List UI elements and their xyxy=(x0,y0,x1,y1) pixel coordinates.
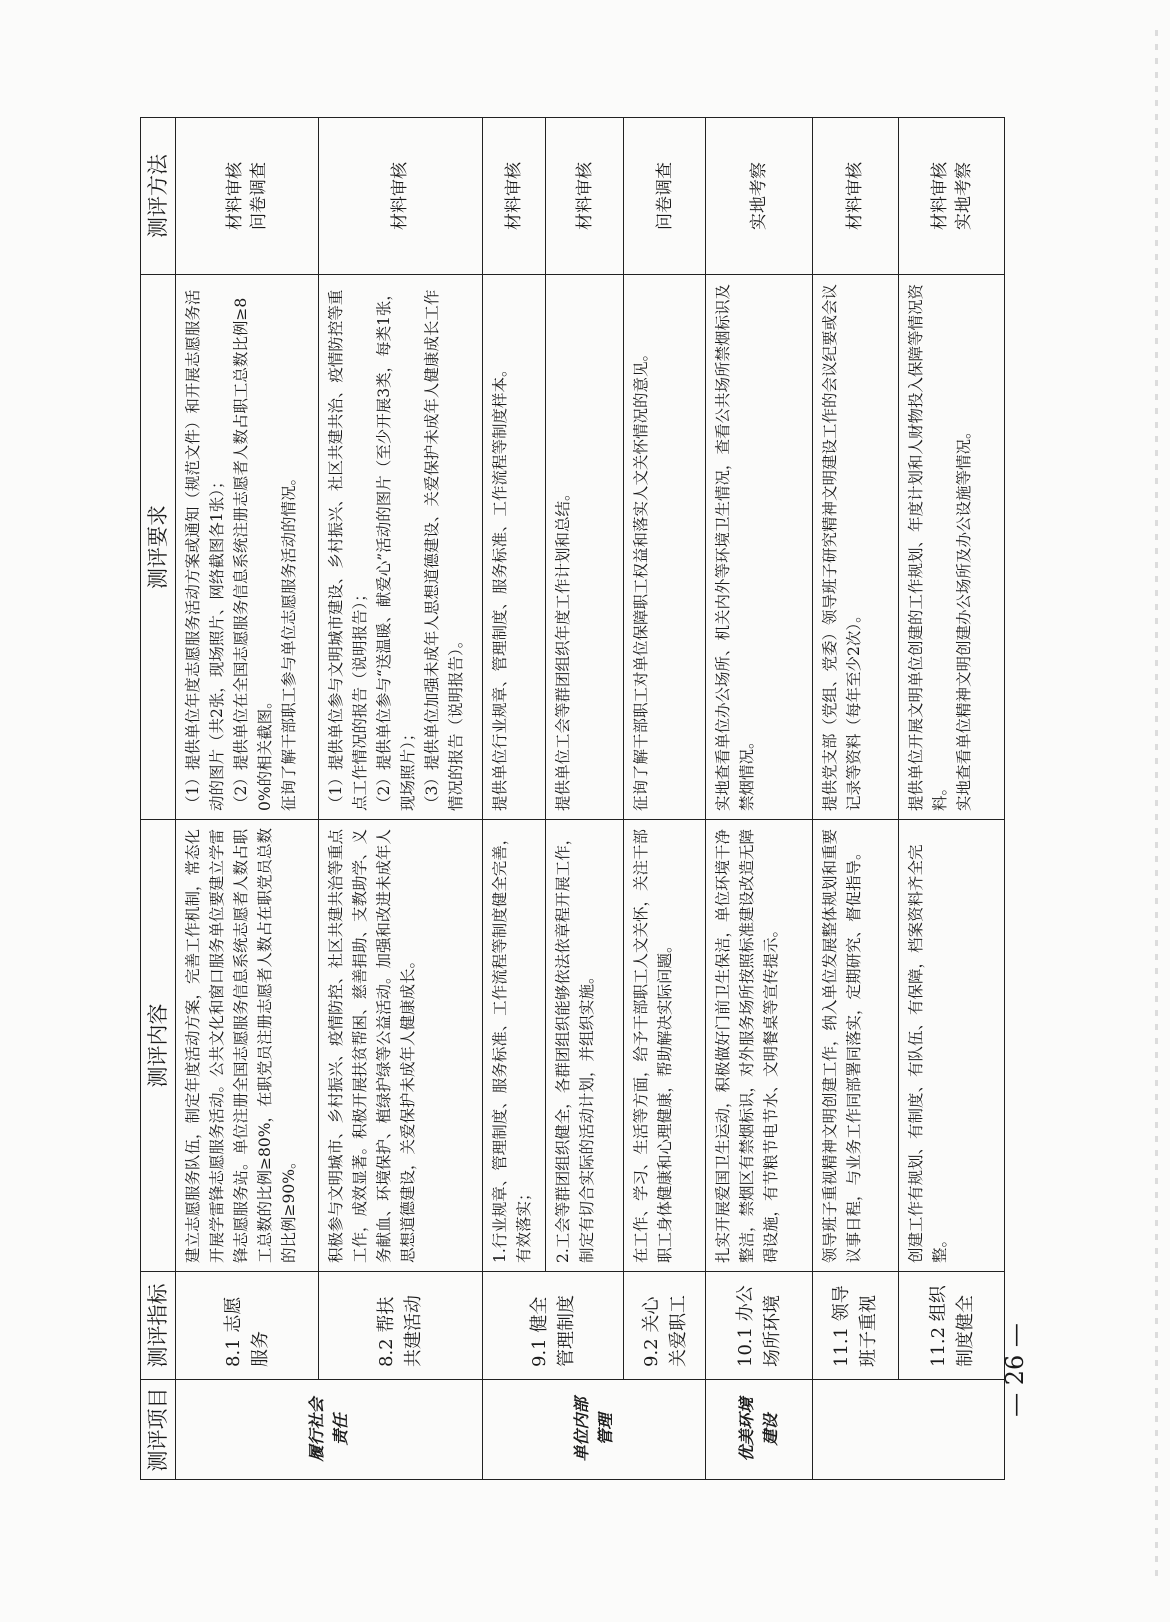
method-line: 实地考察 xyxy=(748,162,769,230)
content-cell: 建立志愿服务队伍，制定年度活动方案，完善工作机制，常态化开展学雷锋志愿服务活动。公共文化和窗口服务单位要建立学雷锋志愿服务站。单位注册全国志愿服务信息系统志愿者人数占职工总数的比例≥80%，在职党员注册志愿者人数占在职党员总数的比例≥90%。 xyxy=(176,820,319,1272)
indicator-cell: 9.1 健全管理制度 xyxy=(482,1272,624,1380)
requirement-line: 提供单位开展文明单位创建的工作规划、年度计划和人财物投入保障等情况资料。 xyxy=(907,283,950,811)
requirement-line: （1）提供单位参与文明城市建设、乡村振兴、社区共建共治、疫情防控等重点工作情况的报告（说明报告）； xyxy=(326,289,369,811)
requirement-cell xyxy=(482,275,545,820)
header-content: 测评内容 xyxy=(141,820,176,1272)
evaluation-table xyxy=(140,117,1005,1480)
table-row xyxy=(705,118,812,1480)
header-project: 测评项目 xyxy=(141,1380,176,1480)
requirement-cell xyxy=(899,275,1005,820)
table-row xyxy=(624,118,705,1480)
indicator-cell: 8.1 志愿服务 xyxy=(176,1272,319,1380)
content-cell: 1.行业规章、管理制度、服务标准、工作流程等制度健全完善，有效落实； xyxy=(482,820,545,1272)
requirement-line: 征询了解干部职工对单位保障职工权益和落实人文关怀情况的意见。 xyxy=(632,345,651,811)
page-number-wrap xyxy=(985,1323,1045,1430)
table-row xyxy=(899,118,1005,1480)
content-cell: 领导班子重视精神文明创建工作，纳入单位发展整体规划和重要议事日程，与业务工作同部署同落实，定期研究、督促指导。 xyxy=(812,820,899,1272)
requirement-line: （3）提供单位加强未成年人思想道德建设、关爱保护未成年人健康成长工作情况的报告（说明报告）。 xyxy=(422,289,465,811)
method-line: 问卷调查 xyxy=(248,162,269,230)
requirement-cell xyxy=(176,275,319,820)
table-row xyxy=(812,118,899,1480)
method-line: 材料审核 xyxy=(224,162,245,230)
method-line: 材料审核 xyxy=(574,162,595,230)
requirement-cell xyxy=(624,275,705,820)
header-requirement: 测评要求 xyxy=(141,275,176,820)
project-cell xyxy=(812,1380,1005,1480)
indicator-cell: 11.2 组织制度健全 xyxy=(899,1272,1005,1380)
requirement-cell xyxy=(318,275,482,820)
requirement-cell xyxy=(705,275,812,820)
method-cell xyxy=(318,118,482,275)
rotated-table-container xyxy=(140,118,1005,1480)
table-header-row xyxy=(141,118,176,1480)
method-line: 材料审核 xyxy=(503,162,524,230)
method-cell xyxy=(812,118,899,275)
requirement-cell xyxy=(546,275,624,820)
project-cell: 优美环境建设 xyxy=(705,1380,812,1480)
indicator-cell: 11.1 领导班子重视 xyxy=(812,1272,899,1380)
indicator-cell: 9.2 关心关爱职工 xyxy=(624,1272,705,1380)
requirement-line: （1）提供单位年度志愿服务活动方案或通知（规范文件）和开展志愿服务活动的图片（共2张，现场照片、网络截图各1张）； xyxy=(184,289,226,811)
content-cell: 在工作、学习、生活等方面，给予干部职工人文关怀，关注干部职工身体健康和心理健康，帮助解决实际问题。 xyxy=(624,820,705,1272)
table-row xyxy=(482,118,545,1480)
requirement-line: （2）提供单位参与“送温暖、献爱心”活动的图片（至少开展3类，每类1张，现场照片）； xyxy=(374,285,417,811)
header-method: 测评方法 xyxy=(141,118,176,275)
method-cell xyxy=(546,118,624,275)
requirement-line: 提供单位行业规章、管理制度、服务标准、工作流程等制度样本。 xyxy=(490,361,509,811)
method-cell xyxy=(176,118,319,275)
table-row xyxy=(176,118,319,1480)
method-line: 材料审核 xyxy=(929,162,950,230)
method-cell xyxy=(482,118,545,275)
header-indicator: 测评指标 xyxy=(141,1272,176,1380)
method-cell xyxy=(899,118,1005,275)
method-cell xyxy=(705,118,812,275)
page-number: — 26 — xyxy=(1001,1323,1029,1417)
requirement-cell xyxy=(812,275,899,820)
table-row xyxy=(318,118,482,1480)
requirement-line: 实地查看单位办公场所、机关内外等环境卫生情况，查看公共场所禁烟标识及禁烟情况。 xyxy=(713,283,756,811)
method-line: 材料审核 xyxy=(845,162,866,230)
indicator-cell: 8.2 帮扶共建活动 xyxy=(318,1272,482,1380)
requirement-line: 提供党支部（党组、党委）领导班子研究精神文明建设工作的会议纪要或会议记录等资料（每年至少2次）。 xyxy=(820,283,863,811)
requirement-line: 实地查看单位精神文明创建办公场所及办公设施等情况。 xyxy=(955,423,974,811)
method-line: 实地考察 xyxy=(953,162,974,230)
project-cell: 履行社会责任 xyxy=(176,1380,483,1480)
content-cell: 创建工作有规划、有制度、有队伍、有保障，档案资料齐全完整。 xyxy=(899,820,1005,1272)
content-cell: 2.工会等群团组织健全，各群团组织能够依法依章程开展工作，制定有切合实际的活动计划，并组织实施。 xyxy=(546,820,624,1272)
content-cell: 扎实开展爱国卫生运动，积极做好门前卫生保洁，单位环境干净整洁，禁烟区有禁烟标识，对外服务场所按照标准建设改造无障碍设施，有节粮节电节水、文明餐桌等宣传提示。 xyxy=(705,820,812,1272)
requirement-line: 征询了解干部职工参与单位志愿服务活动的情况。 xyxy=(280,469,298,811)
content-cell: 积极参与文明城市、乡村振兴、疫情防控、社区共建共治等重点工作，成效显著。积极开展扶贫帮困、慈善捐助、支教助学、义务献血、环境保护、植绿护绿等公益活动。加强和改进未成年人思想道德建设，关爱保护未成年人健康成长。 xyxy=(318,820,482,1272)
method-line: 问卷调查 xyxy=(654,162,675,230)
method-line: 材料审核 xyxy=(390,162,411,230)
method-cell xyxy=(624,118,705,275)
requirement-line: 提供单位工会等群团组织年度工作计划和总结。 xyxy=(554,485,573,811)
indicator-cell: 10.1 办公场所环境 xyxy=(705,1272,812,1380)
project-cell: 单位内部管理 xyxy=(482,1380,705,1480)
page-edge-mark xyxy=(1155,30,1158,1580)
requirement-line: （2）提供单位在全国志愿服务信息系统注册志愿者人数占职工总数比例≥80%的相关截图。 xyxy=(232,297,274,811)
